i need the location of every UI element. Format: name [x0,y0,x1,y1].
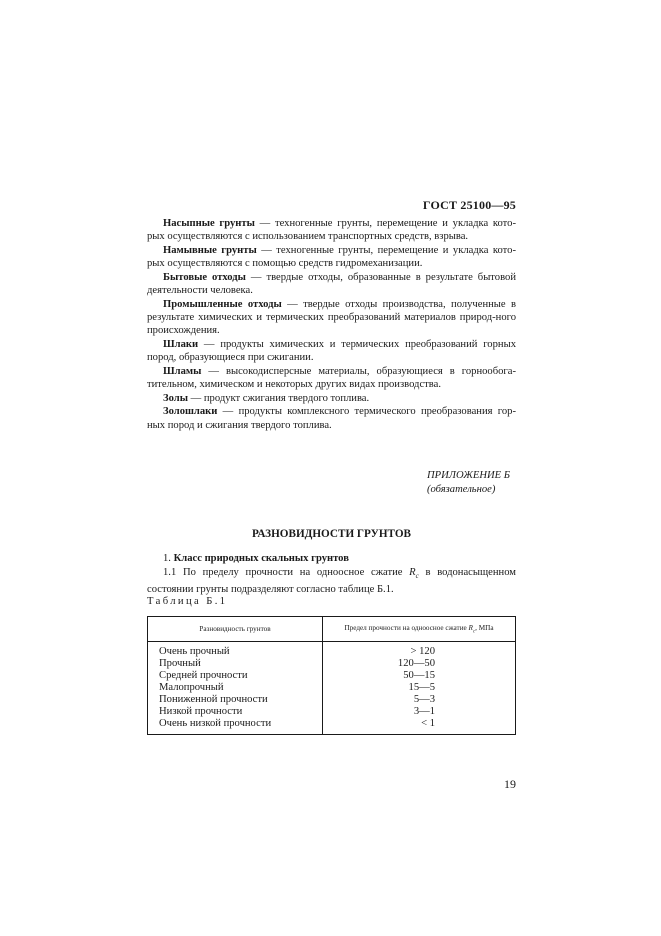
variety-column [148,642,323,735]
definition-text: — продукты комплексного термического преобразования гор-ных пород и сжигания твердого топлива. [147,406,516,431]
table-cell-strength: 5—3 [413,694,435,705]
table-cell-variety: Пониженной прочности [159,694,268,705]
table-cell-strength: 120—50 [397,658,435,669]
definition-text: — высокодисперсные материалы, образующиеся в горнообога-тительном, химическом и некоторых других видах производства. [147,365,516,390]
definition-paragraph [147,338,516,364]
standard-header: ГОСТ 25100—95 [422,198,516,212]
definition-paragraph [147,271,516,297]
definition-paragraph [147,392,516,405]
definition-term: Золы [163,392,188,404]
definition-text: — твердые отходы, образованные в результате бытовой деятельности человека. [147,271,516,297]
definition-paragraph [147,217,516,243]
strength-column [323,642,516,735]
table-cell-strength: 50—15 [403,670,435,681]
table-cell-variety: Очень прочный [159,646,230,657]
r-subscript: c [415,572,419,581]
table-cell-variety: Прочный [159,658,201,669]
subsection-title: Класс природных скальных грунтов [173,553,349,564]
page-number: 19 [504,777,516,791]
section-paragraph [147,566,516,597]
table-header-variety: Разновидность грунтов [148,617,323,642]
definition-text: — продукты химических и термических преобразований горных пород, образующиеся при сжигании. [147,338,516,364]
appendix-heading [427,469,527,497]
strength-table [147,616,516,735]
table-cell-strength: > 120 [410,646,435,657]
table-cell-strength: 15—5 [408,682,435,693]
definition-text: — продукт сжигания твердого топлива. [187,392,370,404]
table-cell-strength: 3—1 [413,706,435,717]
table-header-strength: Предел прочности на одноосное сжатие $R_c$, МПа [323,617,516,642]
table-cell-strength: < 1 [421,718,435,729]
definition-text: — техногенные грунты, перемещение и укладка кото-рых осуществляются с использованием транспортных средств, взрыва. [147,218,516,243]
table-cell-variety: Средней прочности [159,670,248,681]
subsection-heading [163,553,349,564]
appendix-title: ПРИЛОЖЕНИЕ Б [427,470,511,481]
table-cell-variety: Очень низкой прочности [159,718,272,729]
paragraph-text-start: 1.1 По пределу прочности на одноосное сжатие [163,567,410,578]
definition-term: Насыпные грунты [163,218,255,229]
table-cell-variety: Низкой прочности [159,706,243,717]
definition-term: Намывные грунты [163,244,257,256]
definition-text: — техногенные грунты, перемещение и укладка кото-рых осуществляются с помощью средств гидромеханизации. [147,244,516,270]
definition-term: Промышленные отходы [163,298,282,310]
definition-term: Шлаки [163,338,199,350]
appendix-note: (обязательное) [427,484,496,495]
r-symbol: R [409,567,416,578]
definition-paragraph [147,298,516,338]
definition-text: — твердые отходы производства, полученные в результате химических и термических преобразований материалов природ-ного происхождения. [147,298,517,337]
definition-paragraph [147,405,516,431]
table-caption: Таблица Б.1 [147,596,228,607]
section-title: РАЗНОВИДНОСТИ ГРУНТОВ [251,528,411,540]
definition-paragraph [147,365,516,391]
definitions-block [147,217,516,432]
definition-paragraph [147,244,516,270]
definition-term: Бытовые отходы [163,271,246,283]
table-cell-variety: Малопрочный [159,682,224,693]
definition-term: Золошлаки [163,406,218,418]
subsection-number: 1. [163,553,174,564]
definition-term: Шламы [163,365,202,377]
paragraph-text-end: в водонасыщенном состоянии грунты подразделяют согласно таблице Б.1. [147,567,516,596]
